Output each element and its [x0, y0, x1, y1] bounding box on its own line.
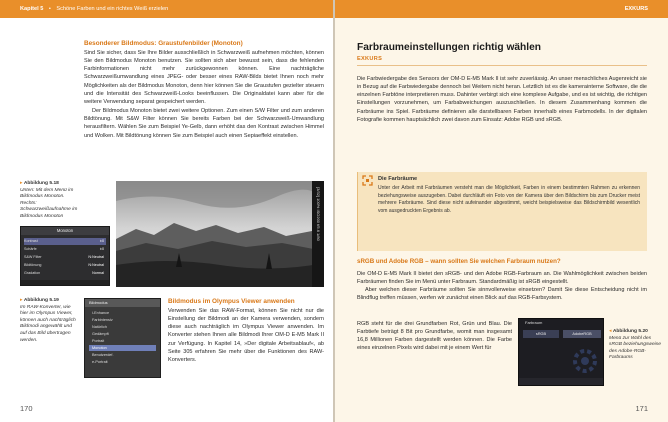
- divider: [357, 65, 647, 66]
- menu-row: Kontrast ±0: [24, 239, 104, 243]
- photo-info-text: [3/32] 100% ISO200 f/5.6 1/80: [316, 187, 321, 241]
- caption-arrow-icon: ◂: [609, 329, 613, 334]
- camera-option: sRGB: [523, 330, 559, 338]
- menu-row: Gradation Normal: [24, 271, 104, 275]
- menu-row: S&W Filter N:Neutral: [24, 255, 104, 259]
- monoton-section: [84, 40, 324, 140]
- header-chapter: Kapitel 5: [20, 6, 44, 12]
- viewer-list-item: Monoton: [89, 345, 156, 351]
- viewer-list-item: Portrait: [92, 339, 105, 343]
- info-box-title: Die Farbräume: [378, 176, 418, 182]
- menu-row: Schärfe ±0: [24, 247, 104, 251]
- viewer-list-item: e-Portrait: [92, 360, 108, 364]
- paragraph: RGB steht für die drei Grundfarben Rot, Grün und Blau. Die Farbtiefe beträgt 8 Bit pro Grundfarbe, womit man insgesamt 16,8 Millionen Farben dargestellt werden können. Die Farbe eines einzelnen Pixels wird dabei mit je einem Wert für: [357, 321, 512, 352]
- gear-icon: [569, 345, 601, 377]
- viewer-panel-title: Bildmodus: [85, 299, 160, 307]
- viewer-list-item: Natürlich: [92, 325, 107, 329]
- menu-footer: [21, 280, 109, 285]
- page-title: Farbraumeinstellungen richtig wählen: [357, 42, 541, 53]
- page-number: 170: [20, 404, 33, 413]
- right-page: [335, 0, 668, 422]
- caption-text: Im RAW-Konverter, wie hier im Olympus Viewer, können auch nachträglich Bildmodi angewählt und auf das Bild übertragen werden.: [20, 304, 76, 343]
- viewer-list-item: Gedämpft: [92, 332, 109, 336]
- figure-caption: ▸ Abbildung 5.19 Im RAW-Konverter, wie hier im Olympus Viewer, können auch nachträglich Bildmodi angewählt und auf das Bild übertragen werden.: [20, 298, 80, 344]
- camera-option: AdobeRGB: [563, 330, 601, 338]
- menu-title: Monoton: [21, 227, 109, 235]
- figure-caption: ◂ Abbildung 5.20 Menü zur Wahl des sRGB beziehungsweise des Adobe-RGB-Farbraums: [609, 329, 661, 361]
- paragraph: Die OM-D E-M5 Mark II bietet den sRGB- und den Adobe RGB-Farbraum an. Die Wahlmöglichkeit zwischen beiden Farbräumen finden Sie im Menü unter Farbraum. Standardmäßig ist sRGB eingestellt.: [357, 271, 647, 286]
- monoton-menu-screen: [20, 226, 110, 286]
- header-chapter-title: Schöne Farben und ein richtes Weiß erzielen: [56, 6, 169, 12]
- info-box-icon: [362, 175, 373, 186]
- caption-text: Unten: Mit dem Menü im Bildmodus Monoton. Rechts: Schwarzweißaufnahme im Bildmodus Monoton: [20, 187, 78, 219]
- viewer-section: [168, 298, 324, 364]
- photo-info-band: [312, 181, 324, 287]
- paragraph-block: [357, 270, 647, 303]
- section-heading: Bildmodus im Olympus Viewer anwenden: [168, 298, 295, 305]
- menu-row: Bildtönung N:Neutral: [24, 263, 104, 267]
- running-header-right: [335, 0, 668, 18]
- viewer-list-item: i-Enhance: [92, 311, 110, 315]
- caption-text: Menü zur Wahl des sRGB beziehungsweise des Adobe-RGB-Farbraums: [609, 335, 661, 361]
- caption-arrow-icon: ▸: [20, 298, 24, 303]
- left-page: [0, 0, 333, 422]
- info-box: [357, 172, 647, 251]
- page-subtitle: EXKURS: [357, 56, 383, 62]
- paragraph: Verwenden Sie das RAW-Format, können Sie nicht nur die Einstellung der Bildmodi an der Kamera verwenden, sondern diese auch nachträglich im Olympus Viewer anwenden. Im Konverter stehen Ihnen alle Bildmodi Ihrer OM-D E-M5 Mark II zur Verfügung. In Kapitel 14, »Der digitale Arbeitsablauf«, ab Seite 305 erfahren Sie mehr über die Funktionen des RAW-Konverters.: [168, 308, 324, 363]
- section-heading: Besonderer Bildmodus: Graustufenbilder (Monoton): [84, 40, 243, 47]
- camera-menu-footer: [519, 378, 603, 385]
- viewer-list-item: Benutzerdef.: [92, 353, 114, 357]
- photo-image: [116, 181, 324, 287]
- bw-landscape-photo: [116, 181, 324, 287]
- paragraph: Der Bildmodus Monoton bietet zwei weitere Optionen. Zum einen S/W Filter und zum anderen Bildtönung. Mit S&W Filter können Sie bereits Farben bei der Schwarzweiß-Umwandlung herausfiltern. Wählen Sie zum Beispiel Ye-Gelb, dann erhöht das den Kontrast zwischen Himmel und Wolken. Mit Bildtönung können Sie zum Beispiel auch einen Sepiaeffekt einstellen.: [84, 108, 324, 139]
- page-number: 171: [635, 404, 648, 413]
- running-header-left: [0, 0, 333, 18]
- header-separator-icon: •: [48, 6, 51, 12]
- olympus-viewer-panel: [84, 298, 161, 378]
- farbraum-camera-screen: [518, 318, 604, 386]
- paragraph: Die Farbwiedergabe des Sensors der OM-D E-M5 Mark II ist sehr zuverlässig. An unser menschliches Augenreicht sie in Bezug auf die Farbwiedergabe dennoch bei Weitem nicht heran. Letztlich ist es die kamerainterne Software, die die einzelnen Farbtöne interpretieren muss. Dahinter verbirgt sich eine komplexe Aufgabe, und es ist wichtig, die richtigen Einstellungen vorzunehmen, um Farbabweichungen auszuschließen. In diesem Zusammenhang kommen die Farbräume ins Spiel. Farbräume definieren alle darstellbaren Farben innerhalb eines Farbmodells. In der digitalen Fotografie kommen hauptsächlich zwei davon zum Einsatz: Adobe RGB und sRGB.: [357, 76, 647, 123]
- paragraph: Aber welchen dieser Farbräume sollten Sie sinnvollerweise einsetzen? Damit Sie diese Entscheidung nicht im Blindflug treffen müssen, werfen wir zunächst einen Blick auf das RGB-Farbsystem.: [357, 287, 647, 302]
- viewer-list-item: Farbintensiv: [92, 318, 113, 322]
- caption-arrow-icon: ▸: [20, 181, 24, 186]
- figure-caption: ▸ Abbildung 5.18 Unten: Mit dem Menü im Bildmodus Monoton. Rechts: Schwarzweißaufnahme im Bildmodus Monoton: [20, 181, 80, 221]
- paragraph: Sind Sie sicher, dass Sie Ihre Bilder ausschließlich in Schwarzweiß aufnehmen möchten, können Sie den Bildmodus Monoton benutzen. Sie sollten sich aber bewusst sein, dass die fehlenden Farbinformationen nicht mehr zurückgewonnen können. Eine nachträgliche Schwarzweißumwandlung eines JPEG- oder besser eines RAW-Bilds bietet Ihnen noch mehr Möglichkeiten als der Bildmodus Monoton, denn hier können Sie die Graustufen gezielter steuern und die Intensität des Schwarzweiß-Looks beeinflussen. Die Originaldatei kann aber für die weitere Verwendung separat gespeichert werden.: [84, 50, 324, 105]
- header-tag: EXKURS: [624, 6, 648, 12]
- section-heading: sRGB und Adobe RGB – wann sollten Sie welchen Farbraum nutzen?: [357, 258, 561, 265]
- info-box-text: Unter der Arbeit mit Farbräumen versteht man die Möglichkeit, Farben in einem bestimmten Rahmen zu erkennen beziehungsweise auszugeben. Dabei durchläuft ein Foto von der Kamera über den Bildschirm bis zum Drucker meist mehrere Farbräume. Sind diese nicht aufeinander abgestimmt, weicht beispielsweise das Bildschirmbild wesentlich vom ausgedruckten Ergebnis ab.: [378, 185, 640, 214]
- camera-menu-title: Farbraum: [525, 320, 543, 325]
